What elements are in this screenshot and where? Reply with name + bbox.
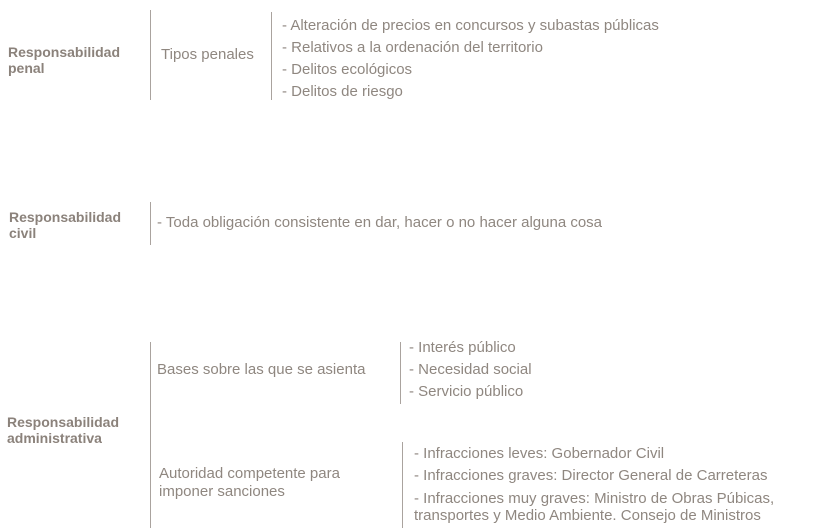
- list-item: - Infracciones graves: Director General de Carreteras: [414, 467, 768, 484]
- label-bases: Bases sobre las que se asienta: [157, 361, 366, 378]
- list-tipos-penales: [282, 15, 659, 103]
- list-item: - Relativos a la ordenación del territorio: [282, 39, 543, 56]
- list-item: - Interés público: [409, 339, 516, 356]
- bracket-line-penal: [150, 10, 151, 100]
- list-item: - Servicio público: [409, 383, 524, 400]
- list-item: - Delitos de riesgo: [282, 83, 403, 100]
- bracket-line-administrativa: [150, 342, 151, 528]
- list-item: - Toda obligación consistente en dar, hacer o no hacer alguna cosa: [157, 214, 603, 231]
- list-autoridad: [414, 443, 774, 524]
- list-item: - Infracciones leves: Gobernador Civil: [414, 445, 665, 462]
- list-bases: [409, 337, 532, 403]
- label-autoridad: Autoridad competente para imponer sanciones: [159, 465, 340, 500]
- list-item: - Delitos ecológicos: [282, 61, 413, 78]
- bracket-line-autoridad: [402, 442, 403, 528]
- bracket-line-tipos-penales: [271, 12, 272, 100]
- list-item: - Alteración de precios en concursos y subastas públicas: [282, 17, 659, 34]
- bracket-line-civil: [150, 202, 151, 245]
- list-item: - Infracciones muy graves: Ministro de Obras Púbicas, transportes y Medio Ambiente. Consejo de Ministros: [414, 490, 775, 524]
- heading-civil: Responsabilidad civil: [9, 209, 122, 241]
- heading-penal: Responsabilidad penal: [8, 44, 121, 76]
- bracket-line-bases: [400, 342, 401, 404]
- heading-administrativa: Responsabilidad administrativa: [7, 414, 120, 446]
- list-civil: [157, 212, 602, 234]
- label-tipos-penales: Tipos penales: [161, 46, 254, 63]
- list-item: - Necesidad social: [409, 361, 532, 378]
